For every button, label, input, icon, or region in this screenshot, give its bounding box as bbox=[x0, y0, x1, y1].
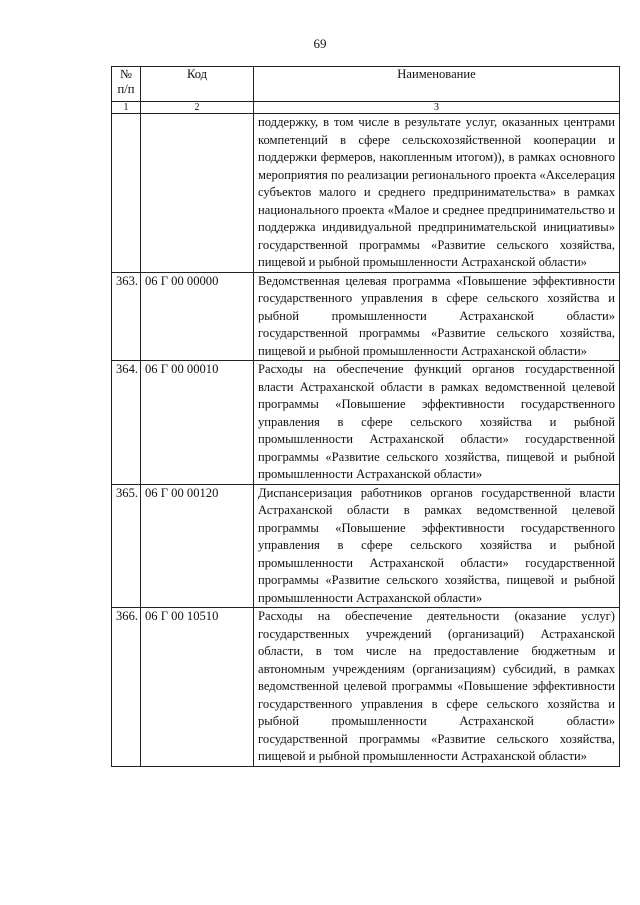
row-name: Расходы на обеспечение деятельности (оказание услуг) государственных учреждений (организаций) Астраханской области, в том числе на предоставление бюджетным и автономным учреждениям (организациям) субсидий, в рамках ведомственной целевой программы «Повышение эффективности государственного управления в сфере сельского хозяйства и рыбной промышленности Астраханской области» государственной программы «Развитие сельского хозяйства, пищевой и рыбной промышленности Астраханской области» bbox=[254, 608, 620, 767]
row-num: 364. bbox=[112, 361, 141, 485]
header-name: Наименование bbox=[254, 67, 620, 102]
table-row-continuation bbox=[112, 114, 620, 273]
row-num: 365. bbox=[112, 484, 141, 608]
row-code: 06 Г 00 00010 bbox=[141, 361, 254, 485]
row-code bbox=[141, 114, 254, 273]
row-code: 06 Г 00 00000 bbox=[141, 272, 254, 361]
table-header-row bbox=[112, 67, 620, 102]
header-num: № п/п bbox=[112, 67, 141, 102]
row-code: 06 Г 00 10510 bbox=[141, 608, 254, 767]
page-number: 69 bbox=[313, 36, 327, 51]
column-number-row bbox=[112, 102, 620, 114]
row-num: 366. bbox=[112, 608, 141, 767]
header-code: Код bbox=[141, 67, 254, 102]
table-row bbox=[112, 608, 620, 767]
row-name: Расходы на обеспечение функций органов государственной власти Астраханской области в рамках ведомственной целевой программы «Повышение эффективности государственного управления в сфере сельского хозяйства и рыбной промышленности Астраханской области» государственной программы «Развитие сельского хозяйства, пищевой и рыбной промышленности Астраханской области» bbox=[254, 361, 620, 485]
column-number: 3 bbox=[254, 102, 620, 114]
table-row bbox=[112, 272, 620, 361]
budget-classification-table bbox=[111, 66, 620, 767]
row-name: Ведомственная целевая программа «Повышение эффективности государственного управления в сфере сельского хозяйства и рыбной промышленности Астраханской области» государственной программы «Развитие сельского хозяйства, пищевой и рыбной промышленности Астраханской области» bbox=[254, 272, 620, 361]
column-number: 1 bbox=[112, 102, 141, 114]
table-row bbox=[112, 361, 620, 485]
column-number: 2 bbox=[141, 102, 254, 114]
row-name: Диспансеризация работников органов государственной власти Астраханской области в рамках ведомственной целевой программы «Повышение эффективности государственного управления в сфере сельского хозяйства и рыбной промышленности Астраханской области» государственной программы «Развитие сельского хозяйства, пищевой и рыбной промышленности Астраханской области» bbox=[254, 484, 620, 608]
row-num bbox=[112, 114, 141, 273]
row-code: 06 Г 00 00120 bbox=[141, 484, 254, 608]
table-row bbox=[112, 484, 620, 608]
row-num: 363. bbox=[112, 272, 141, 361]
row-name: поддержку, в том числе в результате услуг, оказанных центрами компетенций в сфере сельскохозяйственной кооперации и поддержки фермеров, накопленным итогом)), в рамках основного мероприятия по реализации регионального проекта «Акселерация субъектов малого и среднего предпринимательства» в рамках национального проекта «Малое и среднее предпринимательство и поддержка индивидуальной предпринимательской инициативы» государственной программы «Развитие сельского хозяйства, пищевой и рыбной промышленности Астраханской области» bbox=[254, 114, 620, 273]
